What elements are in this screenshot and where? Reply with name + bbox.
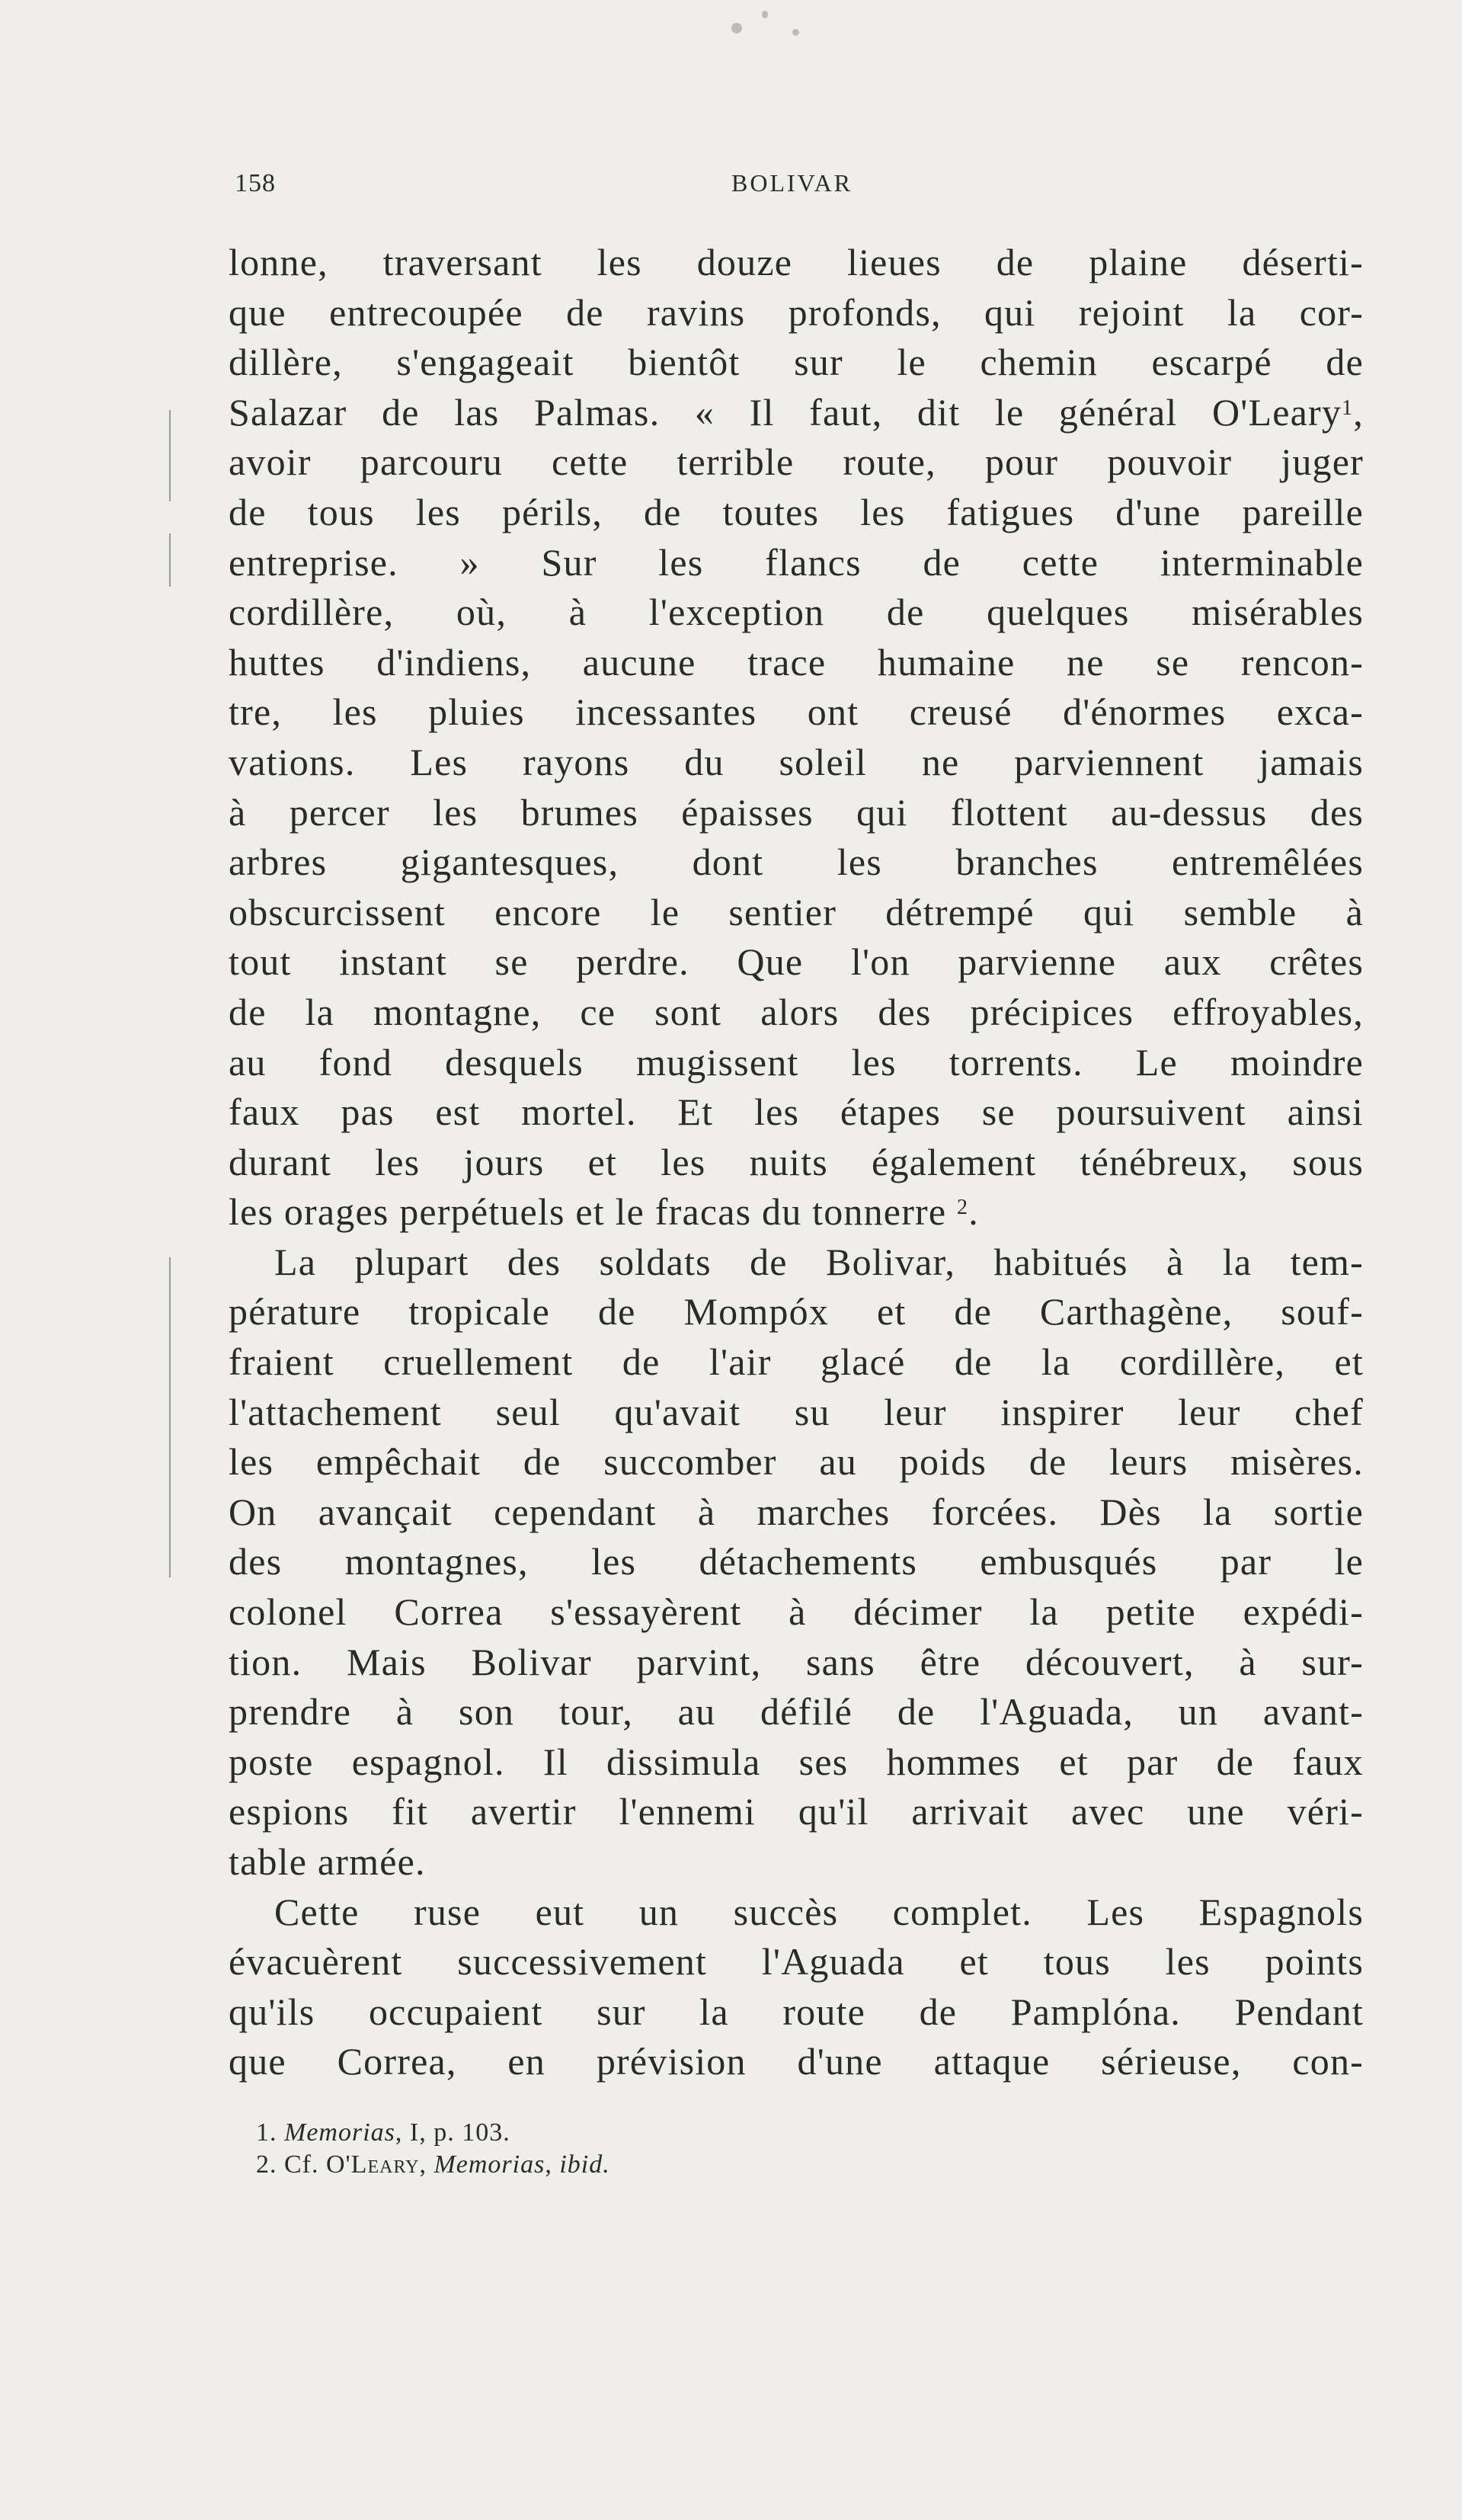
margin-pencil-mark <box>169 1257 171 1577</box>
text-line: de tous les périls, de toutes les fatigues d'une pareille <box>229 490 1364 533</box>
text-line: l'attachement seul qu'avait su leur inspirer leur chef <box>229 1390 1364 1433</box>
margin-pencil-mark <box>169 533 171 587</box>
page-number: 158 <box>235 169 276 197</box>
text-line: tion. Mais Bolivar parvint, sans être découvert, à sur- <box>229 1640 1364 1683</box>
text-line: On avançait cependant à marches forcées. Dès la sortie <box>229 1490 1364 1533</box>
text-line: à percer les brumes épaisses qui flottent au-dessus des <box>229 790 1364 834</box>
text-line: Cette ruse eut un succès complet. Les Espagnols <box>274 1890 1364 1933</box>
text-line: tre, les pluies incessantes ont creusé d'énormes exca- <box>229 690 1364 734</box>
paper-speck <box>792 29 799 36</box>
text-line: durant les jours et les nuits également ténébreux, sous <box>229 1140 1364 1183</box>
paper-speck <box>731 23 742 34</box>
text-line: qu'ils occupaient sur la route de Pamplóna. Pendant <box>229 1990 1364 2033</box>
text-line: poste espagnol. Il dissimula ses hommes et par de faux <box>229 1740 1364 1783</box>
footnote-2: 2. Cf. O'Leary, Memorias, ibid. <box>256 2150 610 2179</box>
text-line: cordillère, où, à l'exception de quelques misérables <box>229 591 1364 634</box>
text-line: pérature tropicale de Mompóx et de Carthagène, souf- <box>229 1290 1364 1334</box>
main-text <box>229 238 1364 2087</box>
text-line: lonne, traversant les douze lieues de plaine déserti- <box>229 241 1364 283</box>
text-line: La plupart des soldats de Bolivar, habitués à la tem- <box>274 1240 1364 1283</box>
text-line: obscurcissent encore le sentier détrempé qui semble à <box>229 890 1364 933</box>
running-title: BOLIVAR <box>731 169 853 197</box>
text-line: tout instant se perdre. Que l'on parvienne aux crêtes <box>229 940 1364 984</box>
text-line: de la montagne, ce sont alors des précipices effroyables, <box>229 990 1364 1033</box>
text-line: colonel Correa s'essayèrent à décimer la petite expédi- <box>229 1590 1364 1634</box>
text-line: Salazar de las Palmas. « Il faut, dit le général O'Leary$^1$, <box>229 390 1364 434</box>
text-line: entreprise. » Sur les flancs de cette interminable <box>229 540 1364 584</box>
paper-speck <box>762 11 768 18</box>
text-line: que Correa, en prévision d'une attaque sérieuse, con- <box>229 2040 1364 2083</box>
footnote-1: 1. Memorias, I, p. 103. <box>256 2118 510 2147</box>
page-header <box>235 169 1362 207</box>
footnote-ref-1: 1 <box>1342 395 1354 420</box>
text-line: au fond desquels mugissent les torrents. Le moindre <box>229 1040 1364 1084</box>
text-line: les orages perpétuels et le fracas du tonnerre $^2$. <box>229 1190 979 1234</box>
text-line: avoir parcouru cette terrible route, pour pouvoir juger <box>229 440 1364 484</box>
text-line: les empêchait de succomber au poids de leurs misères. <box>229 1440 1364 1484</box>
text-line: arbres gigantesques, dont les branches entremêlées <box>229 841 1364 884</box>
text-line: prendre à son tour, au défilé de l'Aguada, un avant- <box>229 1690 1364 1734</box>
margin-pencil-mark <box>169 410 171 501</box>
text-line: espions fit avertir l'ennemi qu'il arrivait avec une véri- <box>229 1790 1364 1833</box>
footnotes <box>256 2117 1323 2181</box>
text-line: table armée. <box>229 1840 426 1883</box>
text-line: des montagnes, les détachements embusqués par le <box>229 1540 1364 1583</box>
text-line: fraient cruellement de l'air glacé de la cordillère, et <box>229 1340 1364 1384</box>
text-line: dillère, s'engageait bientôt sur le chemin escarpé de <box>229 341 1364 384</box>
text-line: vations. Les rayons du soleil ne parviennent jamais <box>229 740 1364 783</box>
text-line: que entrecoupée de ravins profonds, qui rejoint la cor- <box>229 290 1364 334</box>
text-line: évacuèrent successivement l'Aguada et tous les points <box>229 1940 1364 1984</box>
text-line: huttes d'indiens, aucune trace humaine ne se rencon- <box>229 640 1364 684</box>
text-line: faux pas est mortel. Et les étapes se poursuivent ainsi <box>229 1090 1364 1134</box>
footnote-ref-2: 2 <box>957 1196 969 1220</box>
